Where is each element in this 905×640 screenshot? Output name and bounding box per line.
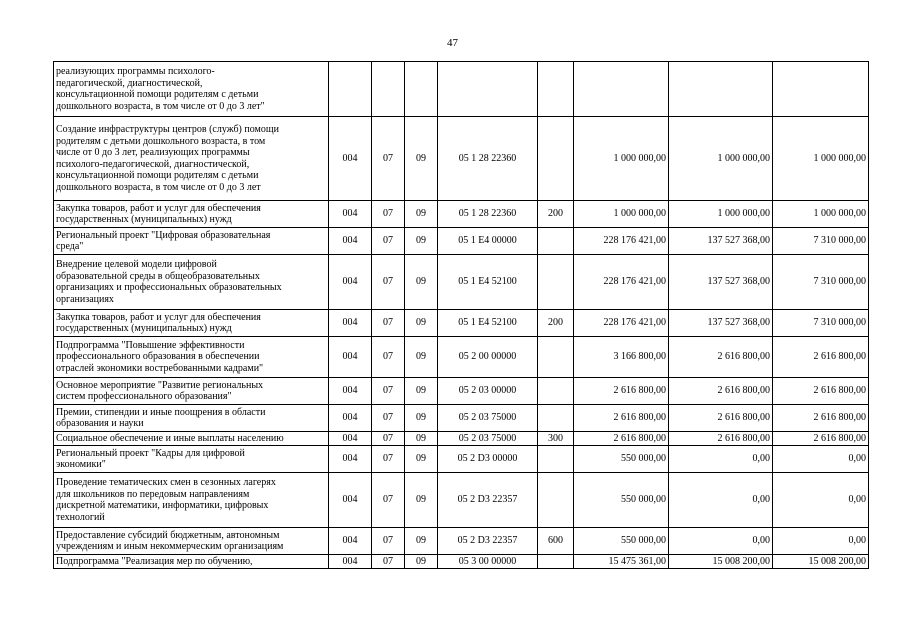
subsection-code: 09 <box>405 446 438 473</box>
section-code: 07 <box>372 405 405 432</box>
ministry-code: 004 <box>329 432 372 446</box>
subsection-code: 09 <box>405 405 438 432</box>
amount-year-1: 550 000,00 <box>574 528 669 555</box>
section-code: 07 <box>372 228 405 255</box>
amount-year-1: 1 000 000,00 <box>574 117 669 201</box>
amount-year-1: 1 000 000,00 <box>574 201 669 228</box>
amount-year-2: 137 527 368,00 <box>669 228 773 255</box>
ministry-code: 004 <box>329 555 372 569</box>
section-code: 07 <box>372 432 405 446</box>
section-code: 07 <box>372 555 405 569</box>
amount-year-3: 15 008 200,00 <box>773 555 869 569</box>
row-name: Региональный проект "Кадры для цифровой экономики" <box>54 446 329 473</box>
ministry-code: 004 <box>329 201 372 228</box>
amount-year-2: 1 000 000,00 <box>669 117 773 201</box>
section-code: 07 <box>372 310 405 337</box>
table-row <box>54 405 869 432</box>
amount-year-3: 2 616 800,00 <box>773 378 869 405</box>
section-code: 07 <box>372 337 405 378</box>
target-article-code: 05 2 03 75000 <box>438 405 538 432</box>
row-name: Проведение тематических смен в сезонных лагерях для школьников по передовым направлениям дискретной математики, информатики, цифровых технологий <box>54 473 329 528</box>
row-name: Предоставление субсидий бюджетным, автономным учреждениям и иным некоммерческим организациям <box>54 528 329 555</box>
amount-year-2: 1 000 000,00 <box>669 201 773 228</box>
target-article-code <box>438 62 538 117</box>
expense-type-code <box>538 337 574 378</box>
target-article-code: 05 3 00 00000 <box>438 555 538 569</box>
ministry-code: 004 <box>329 378 372 405</box>
subsection-code: 09 <box>405 201 438 228</box>
ministry-code: 004 <box>329 528 372 555</box>
section-code: 07 <box>372 255 405 310</box>
target-article-code: 05 1 E4 52100 <box>438 255 538 310</box>
section-code: 07 <box>372 378 405 405</box>
amount-year-1: 15 475 361,00 <box>574 555 669 569</box>
target-article-code: 05 2 00 00000 <box>438 337 538 378</box>
page-number: 47 <box>447 37 458 49</box>
amount-year-3: 0,00 <box>773 528 869 555</box>
subsection-code: 09 <box>405 528 438 555</box>
subsection-code <box>405 62 438 117</box>
target-article-code: 05 2 D3 22357 <box>438 528 538 555</box>
subsection-code: 09 <box>405 337 438 378</box>
amount-year-2: 2 616 800,00 <box>669 337 773 378</box>
amount-year-1: 550 000,00 <box>574 446 669 473</box>
amount-year-2: 137 527 368,00 <box>669 310 773 337</box>
subsection-code: 09 <box>405 378 438 405</box>
amount-year-3: 7 310 000,00 <box>773 228 869 255</box>
ministry-code: 004 <box>329 228 372 255</box>
table-row <box>54 555 869 569</box>
subsection-code: 09 <box>405 228 438 255</box>
budget-table <box>53 61 869 569</box>
table-row <box>54 432 869 446</box>
table-row <box>54 528 869 555</box>
expense-type-code: 600 <box>538 528 574 555</box>
section-code: 07 <box>372 528 405 555</box>
amount-year-2: 15 008 200,00 <box>669 555 773 569</box>
expense-type-code: 300 <box>538 432 574 446</box>
expense-type-code <box>538 378 574 405</box>
expense-type-code: 200 <box>538 201 574 228</box>
table-row <box>54 310 869 337</box>
amount-year-3: 0,00 <box>773 473 869 528</box>
target-article-code: 05 1 28 22360 <box>438 201 538 228</box>
ministry-code <box>329 62 372 117</box>
amount-year-1: 2 616 800,00 <box>574 432 669 446</box>
amount-year-1: 228 176 421,00 <box>574 255 669 310</box>
row-name: Создание инфраструктуры центров (служб) помощи родителям с детьми дошкольного возраста, в том числе от 0 до 3 лет, реализующих программы психолого-педагогической, диагностической, консультационной помощи родителям с детьми дошкольного возраста, в том числе от 0 до 3 лет <box>54 117 329 201</box>
row-name: Основное мероприятие "Развитие региональных систем профессионального образования" <box>54 378 329 405</box>
ministry-code: 004 <box>329 310 372 337</box>
ministry-code: 004 <box>329 473 372 528</box>
table-row <box>54 117 869 201</box>
amount-year-3: 2 616 800,00 <box>773 405 869 432</box>
amount-year-1: 228 176 421,00 <box>574 228 669 255</box>
row-name: реализующих программы психолого- педагогической, диагностической, консультационной помощи родителям с детьми дошкольного возраста, в том числе от 0 до 3 лет" <box>54 62 329 117</box>
amount-year-3: 7 310 000,00 <box>773 255 869 310</box>
table-row <box>54 378 869 405</box>
amount-year-2: 0,00 <box>669 528 773 555</box>
table-row <box>54 228 869 255</box>
expense-type-code <box>538 446 574 473</box>
amount-year-3: 0,00 <box>773 446 869 473</box>
row-name: Закупка товаров, работ и услуг для обеспечения государственных (муниципальных) нужд <box>54 310 329 337</box>
ministry-code: 004 <box>329 255 372 310</box>
subsection-code: 09 <box>405 432 438 446</box>
target-article-code: 05 1 28 22360 <box>438 117 538 201</box>
expense-type-code <box>538 473 574 528</box>
amount-year-3: 2 616 800,00 <box>773 337 869 378</box>
table-row <box>54 201 869 228</box>
table-row <box>54 337 869 378</box>
subsection-code: 09 <box>405 473 438 528</box>
amount-year-2: 137 527 368,00 <box>669 255 773 310</box>
section-code: 07 <box>372 117 405 201</box>
expense-type-code <box>538 555 574 569</box>
subsection-code: 09 <box>405 255 438 310</box>
expense-type-code <box>538 228 574 255</box>
amount-year-2: 2 616 800,00 <box>669 432 773 446</box>
amount-year-3 <box>773 62 869 117</box>
ministry-code: 004 <box>329 337 372 378</box>
amount-year-2 <box>669 62 773 117</box>
row-name: Региональный проект "Цифровая образовательная среда" <box>54 228 329 255</box>
expense-type-code: 200 <box>538 310 574 337</box>
amount-year-1: 3 166 800,00 <box>574 337 669 378</box>
row-name: Социальное обеспечение и иные выплаты населению <box>54 432 329 446</box>
amount-year-2: 2 616 800,00 <box>669 378 773 405</box>
amount-year-1: 228 176 421,00 <box>574 310 669 337</box>
subsection-code: 09 <box>405 555 438 569</box>
target-article-code: 05 2 D3 00000 <box>438 446 538 473</box>
subsection-code: 09 <box>405 310 438 337</box>
expense-type-code <box>538 62 574 117</box>
expense-type-code <box>538 117 574 201</box>
ministry-code: 004 <box>329 405 372 432</box>
amount-year-3: 2 616 800,00 <box>773 432 869 446</box>
ministry-code: 004 <box>329 446 372 473</box>
amount-year-2: 0,00 <box>669 446 773 473</box>
section-code: 07 <box>372 446 405 473</box>
expense-type-code <box>538 255 574 310</box>
amount-year-3: 1 000 000,00 <box>773 201 869 228</box>
subsection-code: 09 <box>405 117 438 201</box>
amount-year-1: 2 616 800,00 <box>574 405 669 432</box>
amount-year-1 <box>574 62 669 117</box>
amount-year-3: 7 310 000,00 <box>773 310 869 337</box>
target-article-code: 05 1 E4 00000 <box>438 228 538 255</box>
section-code: 07 <box>372 473 405 528</box>
row-name: Внедрение целевой модели цифровой образовательной среды в общеобразовательных организациях и профессиональных образовательных организациях <box>54 255 329 310</box>
section-code <box>372 62 405 117</box>
amount-year-2: 0,00 <box>669 473 773 528</box>
row-name: Премии, стипендии и иные поощрения в области образования и науки <box>54 405 329 432</box>
amount-year-1: 550 000,00 <box>574 473 669 528</box>
target-article-code: 05 2 03 75000 <box>438 432 538 446</box>
amount-year-3: 1 000 000,00 <box>773 117 869 201</box>
target-article-code: 05 2 D3 22357 <box>438 473 538 528</box>
row-name: Подпрограмма "Повышение эффективности профессионального образования в обеспечении отраслей экономики востребованными кадрами" <box>54 337 329 378</box>
table-row <box>54 255 869 310</box>
amount-year-1: 2 616 800,00 <box>574 378 669 405</box>
table-row <box>54 62 869 117</box>
row-name: Закупка товаров, работ и услуг для обеспечения государственных (муниципальных) нужд <box>54 201 329 228</box>
target-article-code: 05 2 03 00000 <box>438 378 538 405</box>
target-article-code: 05 1 E4 52100 <box>438 310 538 337</box>
table-row <box>54 473 869 528</box>
expense-type-code <box>538 405 574 432</box>
amount-year-2: 2 616 800,00 <box>669 405 773 432</box>
ministry-code: 004 <box>329 117 372 201</box>
section-code: 07 <box>372 201 405 228</box>
table-row <box>54 446 869 473</box>
row-name: Подпрограмма "Реализация мер по обучению, <box>54 555 329 569</box>
